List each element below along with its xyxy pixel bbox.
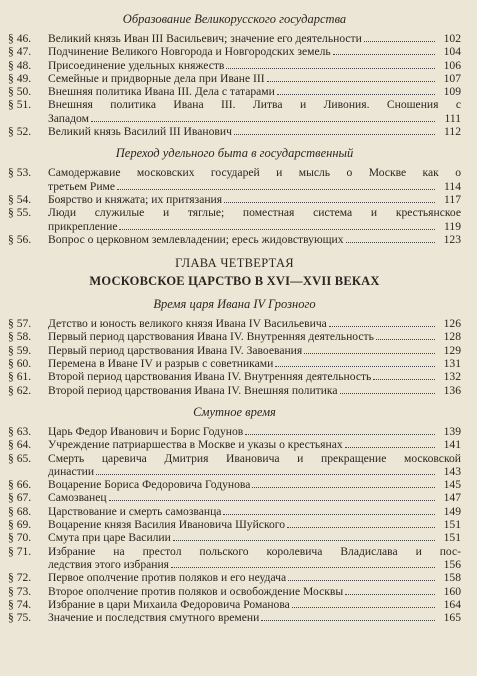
entry-title-line: Царь Федор Иванович и Борис Годунов <box>48 424 244 438</box>
dot-leader <box>91 121 435 122</box>
dot-leader <box>373 379 435 380</box>
entry-last-line <box>48 125 461 138</box>
dot-leader <box>224 202 435 203</box>
page-number: 158 <box>443 571 461 585</box>
entry-body <box>48 598 461 611</box>
page-number: 141 <box>443 438 461 452</box>
entry-last-line <box>48 45 461 58</box>
entry-body <box>48 518 461 531</box>
toc-entry[interactable] <box>8 233 461 246</box>
page-number: 151 <box>443 518 461 532</box>
section-number: § 50. <box>8 85 32 99</box>
toc-entry[interactable] <box>8 206 461 233</box>
dot-leader <box>261 620 435 621</box>
section-number: § 53. <box>8 166 32 180</box>
entry-title-line: Семейные и придворные дела при Иване III <box>48 71 265 85</box>
section-title: Время царя Ивана IV Грозного <box>153 297 316 312</box>
entry-title-line: Первый период царствования Ивана IV. Завоевания <box>48 343 303 357</box>
entry-body <box>48 166 461 193</box>
entry-body <box>48 317 461 330</box>
toc-entry[interactable] <box>8 545 461 572</box>
entry-title-line: ледствия этого избрания <box>48 557 170 571</box>
section-number: § 52. <box>8 125 32 139</box>
section-number: § 73. <box>8 584 32 598</box>
toc-bottom-sections <box>8 295 461 624</box>
entry-last-line <box>48 585 461 598</box>
toc-entry[interactable] <box>8 384 461 397</box>
dot-leader <box>173 540 435 541</box>
entry-last-line <box>48 72 461 85</box>
toc-entry[interactable] <box>8 491 461 504</box>
toc-entry[interactable] <box>8 611 461 624</box>
page-number: 123 <box>443 232 461 246</box>
section-number: § 47. <box>8 45 32 59</box>
page-number: 164 <box>443 597 461 611</box>
page-number: 139 <box>443 424 461 438</box>
dot-leader <box>234 134 435 135</box>
dot-leader <box>333 54 435 55</box>
page-number: 107 <box>443 71 461 85</box>
page-number: 145 <box>443 478 461 492</box>
section-number: § 51. <box>8 98 32 112</box>
entry-last-line <box>48 317 461 330</box>
dot-leader <box>252 487 435 488</box>
dot-leader <box>288 580 435 581</box>
entry-body <box>48 193 461 206</box>
entry-title-line: Второй период царствования Ивана IV. Внутренняя деятельность <box>48 370 372 384</box>
toc-entry[interactable] <box>8 45 461 58</box>
dot-leader <box>376 339 435 340</box>
entry-last-line <box>48 558 461 571</box>
entry-last-line <box>48 598 461 611</box>
section-number: § 64. <box>8 438 32 452</box>
entry-last-line <box>48 85 461 98</box>
toc-entry[interactable] <box>8 531 461 544</box>
dot-leader <box>287 527 435 528</box>
section-number: § 65. <box>8 451 32 465</box>
entry-title-line: Детство и юность великого князя Ивана IV Васильевича <box>48 317 327 331</box>
entry-last-line <box>48 180 461 193</box>
section-number: § 46. <box>8 32 32 45</box>
dot-leader <box>277 94 435 95</box>
page-number: 132 <box>443 370 461 384</box>
entry-last-line <box>48 491 461 504</box>
entry-title-line: Второй период царствования Ивана IV. Внешняя политика <box>48 383 338 397</box>
page-number: 109 <box>443 85 461 99</box>
entry-title-line: Смута при царе Василии <box>48 531 171 545</box>
section-number: § 49. <box>8 71 32 85</box>
entry-last-line <box>48 370 461 383</box>
entry-last-line <box>48 112 461 125</box>
section-number: § 74. <box>8 597 32 611</box>
entry-body <box>48 478 461 491</box>
section-number: § 71. <box>8 544 32 558</box>
entry-last-line <box>48 193 461 206</box>
entry-body <box>48 452 461 479</box>
entry-body <box>48 384 461 397</box>
entry-body <box>48 330 461 343</box>
entry-title-line: Люди служилые и тяглые; поместная система и крестьянское <box>48 206 461 220</box>
entry-title-line: Великий князь Иван III Васильевич; значение его деятельности <box>48 32 362 45</box>
section-number: § 69. <box>8 518 32 532</box>
page-number: 119 <box>444 219 461 233</box>
entry-last-line <box>48 384 461 397</box>
section-number: § 54. <box>8 192 32 206</box>
entry-title-line: Первое ополчение против поляков и его неудача <box>48 571 287 585</box>
entry-title-line: Вопрос о церковном землевладении; ересь жидовствующих <box>48 232 344 246</box>
page-number: 111 <box>444 111 461 125</box>
entry-last-line <box>48 330 461 343</box>
dot-leader <box>345 447 435 448</box>
section-number: § 63. <box>8 424 32 438</box>
entry-body <box>48 370 461 383</box>
page-number: 112 <box>444 125 461 139</box>
entry-body <box>48 125 461 138</box>
page-number: 143 <box>443 464 461 478</box>
entry-last-line <box>48 344 461 357</box>
entry-body <box>48 438 461 451</box>
entry-title-line: Первый период царствования Ивана IV. Внутренняя деятельность <box>48 330 374 344</box>
entry-body <box>48 85 461 98</box>
dot-leader <box>292 607 435 608</box>
page-number: 102 <box>443 32 461 45</box>
dot-leader <box>329 326 435 327</box>
entry-last-line <box>48 32 461 45</box>
section-title: Переход удельного быта в государственный <box>115 146 354 161</box>
toc-entry[interactable] <box>8 125 461 138</box>
entry-body <box>48 531 461 544</box>
toc-entry[interactable] <box>8 357 461 370</box>
entry-title-line: третьем Риме <box>48 179 116 193</box>
dot-leader <box>109 500 435 501</box>
toc-entry[interactable] <box>8 438 461 451</box>
entry-last-line <box>48 518 461 531</box>
entry-last-line <box>48 233 461 246</box>
entry-body <box>48 72 461 85</box>
section-number: § 60. <box>8 357 32 371</box>
toc-entry[interactable] <box>8 425 461 438</box>
dot-leader <box>340 393 435 394</box>
toc-entry[interactable] <box>8 98 461 125</box>
section-number: § 59. <box>8 343 32 357</box>
entry-last-line <box>48 531 461 544</box>
page-number: 104 <box>443 45 461 59</box>
entry-title-line: прикрепление <box>48 219 118 233</box>
section-number: § 48. <box>8 58 32 72</box>
entry-last-line <box>48 611 461 624</box>
dot-leader <box>117 189 435 190</box>
entry-title-line: Подчинение Великого Новгорода и Новгородских земель <box>48 45 331 59</box>
entry-last-line <box>48 505 461 518</box>
section-number: § 66. <box>8 478 32 492</box>
page-number: 114 <box>444 179 461 193</box>
toc-entry[interactable] <box>8 571 461 584</box>
entry-title-line: Великий князь Василий III Иванович <box>48 125 232 139</box>
page-number: 160 <box>443 584 461 598</box>
dot-leader <box>346 242 435 243</box>
toc-entry[interactable] <box>8 478 461 491</box>
toc-entry[interactable] <box>8 518 461 531</box>
page-number: 156 <box>443 557 461 571</box>
entry-title-line: Присоединение удельных княжеств <box>48 58 225 72</box>
toc-entry[interactable] <box>8 317 461 330</box>
toc-entry[interactable] <box>8 505 461 518</box>
page-number: 117 <box>444 192 461 206</box>
toc-entry[interactable] <box>8 59 461 72</box>
dot-leader <box>245 434 435 435</box>
section-number: § 75. <box>8 611 32 625</box>
page-number: 128 <box>443 330 461 344</box>
section-number: § 56. <box>8 232 32 246</box>
dot-leader <box>171 567 435 568</box>
entry-title-line: Боярство и княжата; их притязания <box>48 192 223 206</box>
toc-entry[interactable] <box>8 452 461 479</box>
dot-leader <box>267 81 435 82</box>
dot-leader <box>364 41 435 42</box>
page-number: 126 <box>443 317 461 331</box>
entry-body <box>48 571 461 584</box>
section-number: § 68. <box>8 504 32 518</box>
toc-entry[interactable] <box>8 330 461 343</box>
chapter-label: ГЛАВА ЧЕТВЕРТАЯ <box>175 256 294 271</box>
toc-entry[interactable] <box>8 370 461 383</box>
dot-leader <box>96 474 435 475</box>
entry-title-line: Воцарение князя Василия Ивановича Шуйского <box>48 518 286 532</box>
section-title: Смутное время <box>193 404 276 419</box>
entry-title-line: Перемена в Иване IV и разрыв с советниками <box>48 357 274 371</box>
toc-entry[interactable] <box>8 193 461 206</box>
dot-leader <box>223 514 435 515</box>
entry-title-line: Самодержавие московских государей и мысль о Москве как о <box>48 166 461 180</box>
page-number: 147 <box>443 491 461 505</box>
entry-last-line <box>48 220 461 233</box>
toc-entry[interactable] <box>8 166 461 193</box>
entry-body <box>48 545 461 572</box>
page-number: 131 <box>443 357 461 371</box>
entry-last-line <box>48 438 461 451</box>
entry-body <box>48 344 461 357</box>
toc-entry[interactable] <box>8 585 461 598</box>
section-number: § 61. <box>8 370 32 384</box>
entry-body <box>48 32 461 45</box>
toc-entry[interactable] <box>8 72 461 85</box>
entry-body <box>48 505 461 518</box>
dot-leader <box>345 594 435 595</box>
section-number: § 55. <box>8 206 32 220</box>
entry-last-line <box>48 571 461 584</box>
dot-leader <box>275 366 435 367</box>
entry-title-line: Царствование и смерть самозванца <box>48 504 222 518</box>
entry-last-line <box>48 425 461 438</box>
entry-body <box>48 98 461 125</box>
page-number: 151 <box>443 531 461 545</box>
chapter-title: МОСКОВСКОЕ ЦАРСТВО В XVI—XVII ВЕКАХ <box>89 274 380 289</box>
entry-body <box>48 425 461 438</box>
entry-title-line: Второе ополчение против поляков и освобождение Москвы <box>48 584 344 598</box>
entry-title-line: Внешняя политика Ивана III. Дела с татарами <box>48 85 275 99</box>
entry-body <box>48 357 461 370</box>
page-number: 136 <box>443 383 461 397</box>
entry-title-line: Смерть царевича Дмитрия Ивановича и прекращение московской <box>48 451 461 465</box>
toc-entry[interactable] <box>8 32 461 45</box>
entry-last-line <box>48 357 461 370</box>
section-number: § 57. <box>8 317 32 331</box>
entry-body <box>48 206 461 233</box>
page-number: 129 <box>443 343 461 357</box>
entry-title-line: Воцарение Бориса Федоровича Годунова <box>48 478 251 492</box>
entry-title-line: Внешняя политика Ивана III. Литва и Ливония. Сношения с <box>48 98 461 112</box>
entry-last-line <box>48 478 461 491</box>
entry-title-line: династии <box>48 464 95 478</box>
dot-leader <box>119 229 435 230</box>
dot-leader <box>304 353 435 354</box>
entry-body <box>48 491 461 504</box>
entry-title-line: Избрание в цари Михаила Федоровича Романова <box>48 597 290 611</box>
section-number: § 67. <box>8 491 32 505</box>
page-number: 106 <box>443 58 461 72</box>
entry-body <box>48 585 461 598</box>
toc-entry[interactable] <box>8 598 461 611</box>
entry-title-line: Избрание на престол польского королевича Владислава и пос- <box>48 544 461 558</box>
entry-body <box>48 233 461 246</box>
entry-last-line <box>48 59 461 72</box>
section-number: § 58. <box>8 330 32 344</box>
entry-body <box>48 611 461 624</box>
entry-last-line <box>48 465 461 478</box>
entry-title-line: Западом <box>48 111 89 125</box>
entry-body <box>48 59 461 72</box>
section-title: Образование Великорусского государства <box>122 12 347 26</box>
toc-top-sections <box>8 10 461 246</box>
dot-leader <box>226 68 435 69</box>
entry-body <box>48 45 461 58</box>
entry-title-line: Учреждение патриаршества в Москве и указы о крестьянах <box>48 438 343 452</box>
toc-entry[interactable] <box>8 344 461 357</box>
section-number: § 72. <box>8 571 32 585</box>
entry-title-line: Значение и последствия смутного времени <box>48 611 260 625</box>
section-number: § 62. <box>8 383 32 397</box>
toc-entry[interactable] <box>8 85 461 98</box>
page-number: 165 <box>443 611 461 625</box>
page-number: 149 <box>443 504 461 518</box>
entry-title-line: Самозванец <box>48 491 107 505</box>
section-number: § 70. <box>8 531 32 545</box>
